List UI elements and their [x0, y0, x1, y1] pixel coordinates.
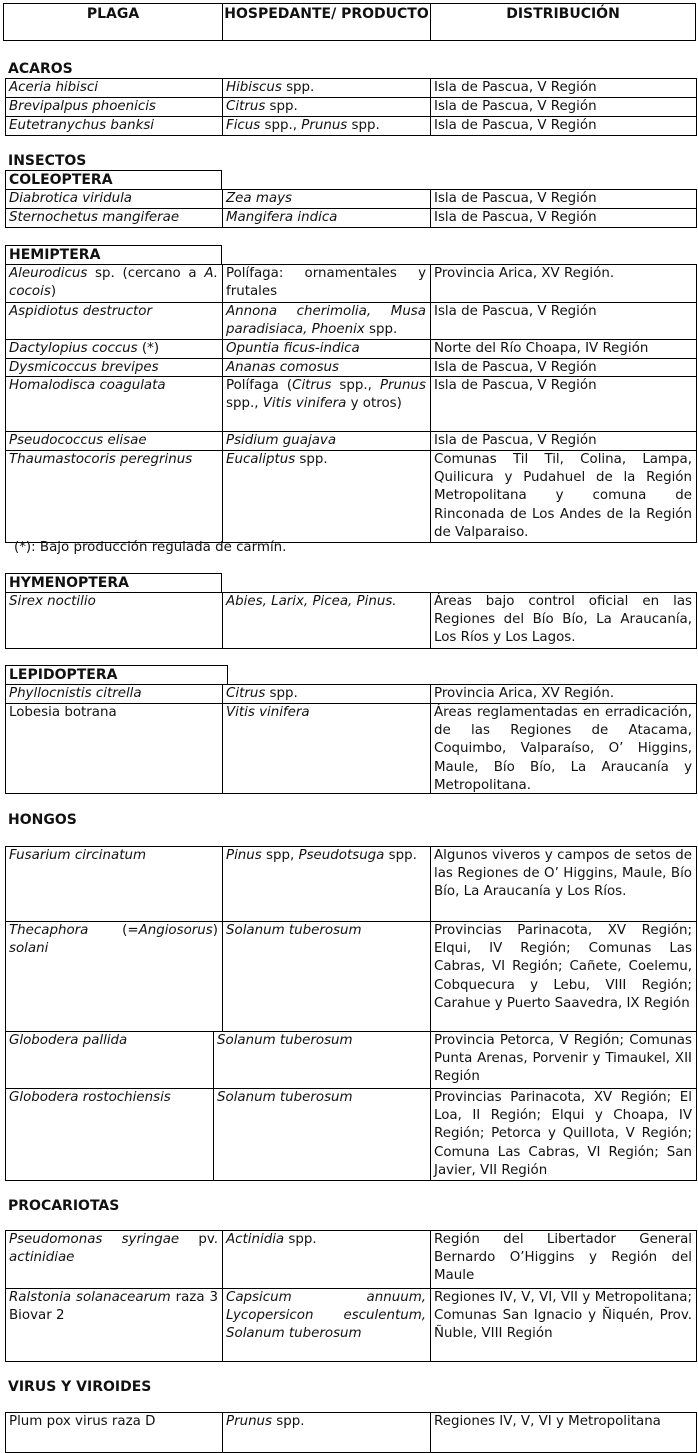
text-segment: Ralstonia solanacearum: [9, 1290, 171, 1305]
text-segment: (=: [88, 923, 139, 938]
table-row: [5, 1031, 697, 1089]
text-segment: Aspidiotus destructor: [9, 304, 153, 319]
table-row: [5, 264, 697, 303]
text-segment: Psidium guajava: [226, 433, 337, 448]
distribucion-cell: Regiones IV, V, VI y Metropolitana: [434, 1414, 661, 1429]
text-segment: Prunus: [226, 1414, 273, 1429]
subsection-title: HYMENOPTERA: [5, 573, 222, 593]
plaga-cell: [6, 685, 223, 703]
text-segment: Dactylopius coccus: [9, 341, 138, 356]
hospedante-cell: [223, 847, 431, 921]
distribucion-cell: Isla de Pascua, V Región: [434, 378, 597, 393]
distribucion-cell: Isla de Pascua, V Región: [434, 191, 597, 206]
plaga-cell: [6, 190, 223, 208]
text-segment: spp.: [347, 118, 380, 133]
subsection-title: HEMIPTERA: [5, 245, 222, 265]
text-segment: spp.: [281, 80, 315, 95]
distribucion-cell: Isla de Pascua, V Región: [434, 304, 597, 319]
text-segment: Polífaga: ornamentales y frutales: [226, 266, 426, 300]
text-segment: Diabrotica viridula: [9, 191, 133, 206]
plaga-cell: [6, 377, 223, 431]
text-segment: spp.,: [331, 378, 380, 393]
table-row: [5, 921, 697, 1032]
text-segment: Annona cherimolia, Musa paradisiaca, Phoenix: [226, 304, 426, 338]
plaga-cell: [6, 1032, 214, 1088]
table-row: [5, 1412, 697, 1453]
distribucion-cell: Isla de Pascua, V Región: [434, 118, 597, 133]
plaga-cell: [6, 209, 223, 227]
hospedante-cell: [223, 340, 431, 358]
section-title: ACAROS: [8, 61, 73, 77]
header-plaga: PLAGA: [4, 4, 223, 40]
section-title: VIRUS Y VIROIDES: [8, 1379, 152, 1395]
text-segment: solani: [9, 941, 49, 957]
text-segment: Prunus: [301, 118, 348, 133]
subsection-title: COLEOPTERA: [5, 170, 222, 190]
hospedante-cell: [223, 685, 431, 703]
distribucion-cell: Provincia Arica, XV Región.: [434, 266, 615, 281]
hospedante-cell: [223, 265, 431, 302]
table-row: [5, 189, 697, 209]
hospedante-cell: [223, 359, 431, 376]
plaga-cell: [6, 359, 223, 376]
text-segment: Pseudococcus elisae: [9, 433, 147, 448]
hospedante-cell: [223, 303, 431, 339]
text-segment: y otros): [346, 396, 402, 412]
text-segment: Fusarium circinatum: [9, 848, 146, 863]
text-segment: Zea mays: [226, 191, 293, 206]
plaga-cell: [6, 1413, 223, 1452]
text-segment: Citrus: [226, 686, 266, 701]
table-row: [5, 78, 697, 98]
table-row: [5, 431, 697, 451]
text-segment: spp.,: [226, 396, 263, 412]
distribucion-cell: Áreas reglamentadas en erradicación, de las Regiones de Atacama, Coquimbo, Valparaíso, O’ Higgins, Maule, Bío Bío, La Araucanía y Metropolitana.: [434, 705, 692, 793]
text-segment: Thecaphora: [9, 923, 89, 938]
table-row: [5, 1230, 697, 1289]
table-row: [5, 208, 697, 228]
table-header: [3, 3, 696, 41]
text-segment: Pseudotsuga: [298, 848, 385, 863]
distribucion-cell: Norte del Río Choapa, IV Región: [434, 341, 649, 356]
table-row: [5, 116, 697, 136]
plaga-cell: [6, 432, 223, 450]
text-segment: Vitis vinifera: [262, 396, 347, 412]
table-row: [5, 302, 697, 340]
hospedante-cell: [223, 922, 431, 1031]
hospedante-cell: [223, 190, 431, 208]
text-segment: ): [212, 923, 218, 938]
text-segment: spp,: [261, 848, 299, 863]
text-segment: Thaumastocoris peregrinus: [9, 452, 193, 467]
section-title: PROCARIOTAS: [8, 1198, 120, 1214]
text-segment: Lobesia botrana: [9, 705, 117, 720]
text-segment: Plum pox virus raza D: [9, 1414, 156, 1429]
distribucion-cell: Áreas bajo control oficial en las Regiones del Bío Bío, La Araucanía, Los Ríos y Los Lagos.: [434, 594, 692, 646]
hospedante-cell: [223, 79, 431, 97]
text-segment: Ficus: [226, 118, 261, 133]
text-segment: Mangifera indica: [226, 210, 338, 225]
text-segment: Polífaga (: [226, 378, 293, 393]
text-segment: ): [50, 284, 57, 300]
distribucion-cell: Isla de Pascua, V Región: [434, 210, 597, 225]
plaga-cell: [6, 847, 223, 921]
text-segment: Actinidia: [226, 1232, 285, 1247]
text-segment: Vitis vinifera: [226, 705, 310, 720]
table-row: [5, 592, 697, 649]
section-title: HONGOS: [8, 812, 77, 828]
text-segment: Globodera rostochiensis: [9, 1090, 171, 1105]
text-segment: Dysmicoccus brevipes: [9, 360, 159, 375]
text-segment: Globodera pallida: [9, 1033, 128, 1048]
plaga-cell: [6, 340, 223, 358]
text-segment: Sirex noctilio: [9, 594, 96, 609]
table-row: [5, 339, 697, 359]
hospedante-cell: [214, 1032, 431, 1088]
text-segment: Pinus: [226, 848, 262, 863]
text-segment: Homalodisca coagulata: [9, 378, 166, 393]
text-segment: actinidiae: [9, 1250, 75, 1266]
distribucion-cell: Provincia Arica, XV Región.: [434, 686, 615, 701]
section-title: INSECTOS: [8, 153, 87, 169]
text-segment: Solanum tuberosum: [226, 923, 362, 938]
plaga-cell: [6, 117, 223, 135]
text-segment: Brevipalpus phoenicis: [9, 99, 156, 114]
text-segment: spp.: [364, 322, 398, 338]
text-segment: spp.: [384, 848, 417, 863]
table-row: [5, 846, 697, 922]
text-segment: spp.: [284, 1232, 317, 1247]
table-row: [5, 97, 697, 117]
text-segment: spp.: [272, 1414, 305, 1429]
hospedante-cell: [223, 117, 431, 135]
plaga-cell: [6, 303, 223, 339]
text-segment: Prunus: [379, 378, 426, 393]
table-row: [5, 358, 697, 377]
distribucion-cell: Provincia Petorca, V Región; Comunas Punta Arenas, Porvenir y Timaukel, XII Región: [434, 1033, 692, 1085]
text-segment: Angiosorus: [138, 923, 213, 938]
distribucion-cell: Regiones IV, V, VI, VII y Metropolitana; Comunas San Ignacio y Ñiquén, Prov. Ñuble, VIII Región: [434, 1290, 692, 1342]
distribucion-cell: Isla de Pascua, V Región: [434, 80, 597, 95]
hospedante-cell: [223, 1231, 431, 1288]
distribucion-cell: Isla de Pascua, V Región: [434, 360, 597, 375]
text-segment: A. cocois: [9, 266, 218, 300]
text-segment: Sternochetus mangiferae: [9, 210, 180, 225]
distribucion-cell: Isla de Pascua, V Región: [434, 99, 597, 114]
hospedante-cell: [223, 1413, 431, 1452]
distribucion-cell: Provincias Parinacota, XV Región; Elqui, IV Región; Comunas Las Cabras, VI Región; Cañete, Coelemu, Cobquecura y Lebu, VIII Región; Carahue y Puerto Saavedra, IX Región: [434, 923, 692, 1011]
subsection-title: LEPIDOPTERA: [5, 665, 228, 685]
hospedante-cell: [223, 377, 431, 431]
hospedante-cell: [223, 451, 431, 542]
table-row: [5, 703, 697, 794]
text-segment: Solanum tuberosum: [217, 1090, 353, 1105]
text-segment: Aleurodicus: [9, 266, 88, 281]
text-segment: spp.: [295, 452, 328, 467]
plaga-cell: [6, 98, 223, 116]
text-segment: sp. (cercano a: [87, 266, 205, 281]
text-segment: Opuntia ficus-indica: [226, 341, 360, 356]
hospedante-cell: [223, 98, 431, 116]
text-segment: Solanum tuberosum: [217, 1033, 353, 1048]
text-segment: pv.: [179, 1232, 218, 1247]
plaga-cell: [6, 265, 223, 302]
plaga-cell: [6, 1089, 214, 1180]
text-segment: spp.,: [260, 118, 302, 133]
plaga-cell: [6, 451, 223, 542]
plaga-cell: [6, 593, 223, 648]
table-row: [5, 1288, 697, 1362]
text-segment: Citrus: [292, 378, 332, 393]
plaga-cell: [6, 922, 223, 1031]
distribucion-cell: Provincias Parinacota, XV Región; El Loa, II Región; Elqui y Choapa, IV Región; Petorca y Quillota, V Región; Comuna Las Cabras, VI Región; San Javier, VII Región: [434, 1090, 692, 1178]
text-segment: Abies, Larix, Picea, Pinus.: [226, 594, 397, 609]
hospedante-cell: [223, 209, 431, 227]
hospedante-cell: [223, 1289, 431, 1361]
text-segment: Citrus: [226, 99, 266, 114]
distribucion-cell: Isla de Pascua, V Región: [434, 433, 597, 448]
plaga-cell: [6, 1231, 223, 1288]
text-segment: (*): [137, 341, 160, 356]
header-distribucion: DISTRIBUCIÓN: [506, 6, 620, 22]
text-segment: spp.: [265, 99, 298, 114]
distribucion-cell: Algunos viveros y campos de setos de las Regiones de O’ Higgins, Maule, Bío Bío, La Araucanía y Los Ríos.: [434, 848, 692, 900]
table-row: [5, 376, 697, 432]
text-segment: spp.: [265, 686, 298, 701]
plaga-cell: [6, 704, 223, 793]
text-segment: Eucaliptus: [226, 452, 296, 467]
text-segment: Pseudomonas syringae: [9, 1232, 180, 1247]
text-segment: Aceria hibisci: [9, 80, 98, 95]
hospedante-cell: [223, 432, 431, 450]
distribucion-cell: Comunas Til Til, Colina, Lampa, Quilicura y Pudahuel de la Región Metropolitana y comuna de Rinconada de Los Andes de la Región de Valparaiso.: [434, 452, 692, 540]
text-segment: Hibiscus: [226, 80, 282, 95]
text-segment: raza 3 Biovar 2: [9, 1290, 218, 1324]
text-segment: Capsicum annuum, Lycopersicon esculentum, Solanum tuberosum: [226, 1290, 426, 1342]
text-segment: Eutetranychus banksi: [9, 118, 155, 133]
distribucion-cell: Región del Libertador General Bernardo O’Higgins y Región del Maule: [434, 1232, 692, 1284]
table-row: [5, 1088, 697, 1181]
hospedante-cell: [223, 593, 431, 648]
hospedante-cell: [223, 704, 431, 793]
hospedante-cell: [214, 1089, 431, 1180]
text-segment: Phyllocnistis citrella: [9, 686, 142, 701]
table-row: [5, 684, 697, 704]
footnote: (*): Bajo producción regulada de carmín.: [14, 540, 287, 555]
plaga-cell: [6, 1289, 223, 1361]
table-row: [5, 450, 697, 543]
text-segment: Ananas comosus: [226, 360, 340, 375]
header-hospedante: HOSPEDANTE/ PRODUCTO: [223, 4, 431, 40]
plaga-cell: [6, 79, 223, 97]
